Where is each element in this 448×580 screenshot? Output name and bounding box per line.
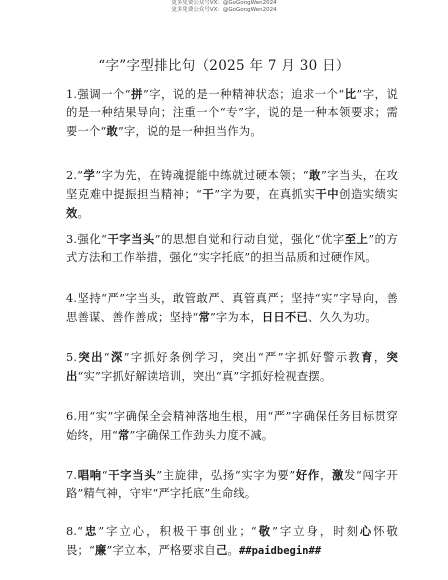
bold-run: 常 xyxy=(117,428,130,442)
bold-run: 深 xyxy=(109,350,124,364)
text-run: “ xyxy=(101,469,108,482)
text-run: ”字，说的是一种担当作为。 xyxy=(117,125,262,138)
paragraph-4 xyxy=(66,290,398,327)
text-run: ”主旋律，弘扬“实字为要” xyxy=(156,469,296,482)
bold-run: 干字当头 xyxy=(107,468,157,482)
paragraph-2 xyxy=(66,166,398,223)
bold-run: 至上 xyxy=(344,232,369,246)
text-run: 8.“ xyxy=(66,525,84,538)
banner-line-1: 更多免费公众号VX：@GoGongWen2024 xyxy=(171,0,277,6)
bold-run: 敬 xyxy=(256,524,273,538)
text-run: 。 xyxy=(77,207,89,220)
text-run: ”的方式方法和工作举措，强化“实字托底”的担当品质和过硬作风。 xyxy=(66,233,398,264)
bold-run: 比 xyxy=(344,87,357,101)
paragraph-5 xyxy=(66,348,398,386)
bold-run: 突出 xyxy=(77,350,104,364)
text-run: 6.用“实”字确保全会精神落地生根，用“严”字确保任务目标贯穿始终，用“ xyxy=(66,410,398,442)
text-run: ”字为要，在真抓实 xyxy=(214,188,316,201)
bold-run: 己 xyxy=(215,543,228,557)
paragraph-1 xyxy=(66,85,398,141)
text-run: ”字，说的是一种结果导向；注重一个“专”字，说的是一种本领要求；需要一个“ xyxy=(66,88,398,138)
text-run: ”字立身，时刻 xyxy=(272,525,360,538)
bold-run: 拼 xyxy=(130,87,143,101)
bold-run: 唱响 xyxy=(77,468,102,482)
text-run: 5. xyxy=(66,351,78,364)
bold-run: 日日不已 xyxy=(261,310,308,324)
text-run: 、久久为功。 xyxy=(307,311,377,324)
bold-run: 廉 xyxy=(94,543,107,557)
text-run: ， xyxy=(373,351,387,364)
text-run: “实”字抓好解读培训，突出“真”字抓好检视查摆。 xyxy=(77,370,332,383)
bold-run: 常 xyxy=(198,310,210,324)
bold-run: 敢 xyxy=(308,168,321,182)
bold-run: 学 xyxy=(83,168,96,182)
bold-run: 效 xyxy=(66,206,78,220)
paragraph-3 xyxy=(66,230,398,267)
paragraph-7 xyxy=(66,466,398,503)
text-run: ”的思想自觉和行动自觉，强化“优字 xyxy=(154,233,345,246)
text-run: ”字当头，在攻坚克难中提振担当精神；“ xyxy=(66,169,398,201)
text-run: 4.坚持“严”字当头，敢管敢严、真管真严；坚持“实”字导向，善思善谋、善作善成；坚持“ xyxy=(66,292,398,324)
text-run: ”字为本， xyxy=(209,311,262,324)
bold-run: 干中 xyxy=(315,187,340,201)
bold-run: ##paidbegin## xyxy=(238,545,322,557)
bold-run: 干 xyxy=(202,187,215,201)
page-title: “字”字型排比句（2025 年 7 月 30 日） xyxy=(98,58,350,74)
bold-run: 干字当头 xyxy=(107,232,155,246)
text-run: 1.强调一个“ xyxy=(66,88,131,101)
text-run: ”字抓好条例学习，突出“严”字抓好警示教 xyxy=(123,351,362,364)
bold-run: 激 xyxy=(331,468,344,482)
top-banner xyxy=(0,0,448,22)
text-run: 发“闯字开路”精气神，守牢“严字托底”生命线。 xyxy=(66,469,398,500)
paragraph-8 xyxy=(66,522,398,560)
text-run: 创造实绩实 xyxy=(339,188,399,201)
text-run: “ xyxy=(103,351,110,364)
bold-run: 心 xyxy=(359,524,374,538)
text-run: ”字，说的是一种精神状态；追求一个“ xyxy=(142,88,345,101)
banner-line-2: 更多免费公众号VX：@GoGongWen2024 xyxy=(171,7,277,13)
text-run: ， xyxy=(319,469,332,482)
bold-run: 敢 xyxy=(106,124,118,138)
text-run: ”字确保工作劲头力度不减。 xyxy=(129,429,274,442)
bold-run: 育 xyxy=(361,350,374,364)
text-run: 怀敬畏；“ xyxy=(66,525,399,557)
text-run: 。 xyxy=(227,544,239,557)
text-run: 7. xyxy=(66,469,78,482)
text-run: ”字立本，严格要求自 xyxy=(106,544,216,557)
text-run: ”字为先，在铸魂提能中练就过硬本领；“ xyxy=(95,169,309,182)
text-run: 2.“ xyxy=(66,169,84,182)
text-run: 3.强化“ xyxy=(66,233,108,246)
paragraph-6 xyxy=(66,408,398,445)
bold-run: 突出 xyxy=(66,350,399,383)
bold-run: 忠 xyxy=(83,524,99,538)
bold-run: 好作 xyxy=(295,468,320,482)
text-run: ”字立心，积极干事创业；“ xyxy=(98,525,257,538)
